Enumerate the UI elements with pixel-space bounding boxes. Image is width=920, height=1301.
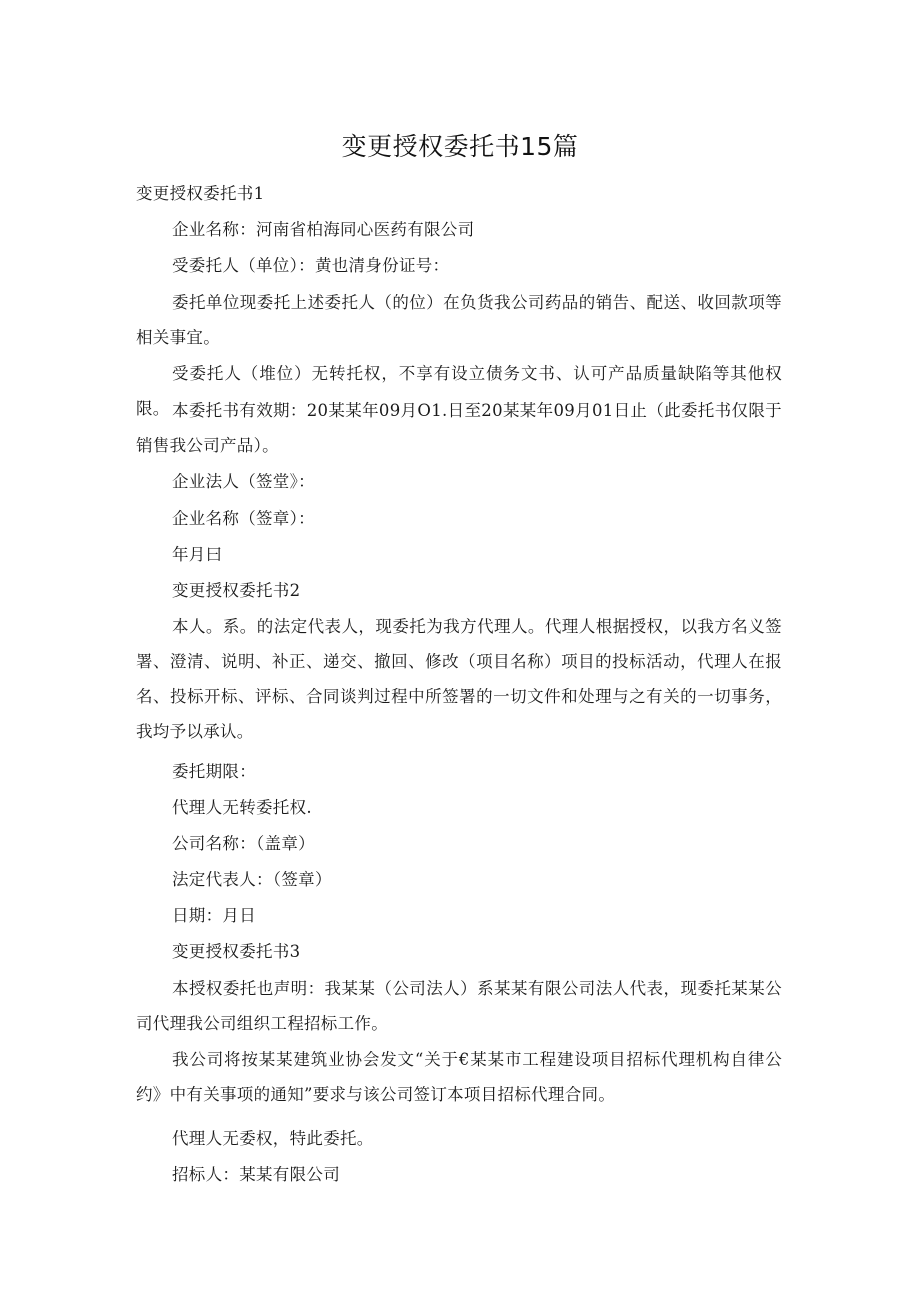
paragraph: 委托单位现委托上述委托人（的位）在负货我公司药品的销告、配送、收回款项等相关事宜。 xyxy=(136,293,782,347)
paragraph: 法定代表人：（签章） xyxy=(172,870,332,889)
paragraph: 年月曰 xyxy=(172,545,223,564)
paragraph: 受委托人（单位）：黄也清身份证号： xyxy=(172,256,450,275)
paragraph: 本授权委托也声明：我某某（公司法人）系某某有限公司法人代表，现委托某某公司代理我公司组织工程招标工作。 xyxy=(136,979,782,1033)
section-heading-3: 变更授权委托书3 xyxy=(172,942,301,961)
paragraph: 日期：月日 xyxy=(172,906,256,925)
paragraph: 企业名称：河南省柏海同心医药有限公司 xyxy=(172,220,475,239)
paragraph: 企业名称（签章）： xyxy=(172,509,315,528)
section-heading-1: 变更授权委托书1 xyxy=(136,184,265,203)
paragraph: 代理人无委权，特此委托。 xyxy=(172,1129,374,1148)
paragraph: 我公司将按某某建筑业协会发文“关于€某某市工程建设项目招标代理机构自律公约》中有关事项的通知”要求与该公司签订本项目招标代理合同。 xyxy=(136,1050,782,1104)
paragraph: 企业法人（签堂》： xyxy=(172,472,315,491)
paragraph: 本委托书有效期：20某某年09月O1.日至20某某年09月01日止（此委托书仅限于销售我公司产品）。 xyxy=(136,401,782,455)
paragraph: 本人。系。的法定代表人，现委托为我方代理人。代理人根据授权，以我方名义签署、澄清、说明、补正、递交、撤回、修改（项目名称）项目的投标活动，代理人在报名、投标开标、评标、合同谈判过程中所签署的一切文件和处理与之有关的一切事务，我均予以承认。 xyxy=(136,617,782,741)
paragraph: 代理人无转委托权. xyxy=(172,798,312,817)
document-title: 变更授权委托书15篇 xyxy=(341,132,579,161)
paragraph: 受委托人（堆位）无转托权，不享有设立债务文书、认可产品质量缺陷等其他权限。 xyxy=(136,364,782,418)
paragraph: 招标人：某某有限公司 xyxy=(172,1165,340,1184)
paragraph: 公司名称：（盖章） xyxy=(172,834,315,853)
section-heading-2: 变更授权委托书2 xyxy=(172,581,301,600)
paragraph: 委托期限： xyxy=(172,762,256,781)
